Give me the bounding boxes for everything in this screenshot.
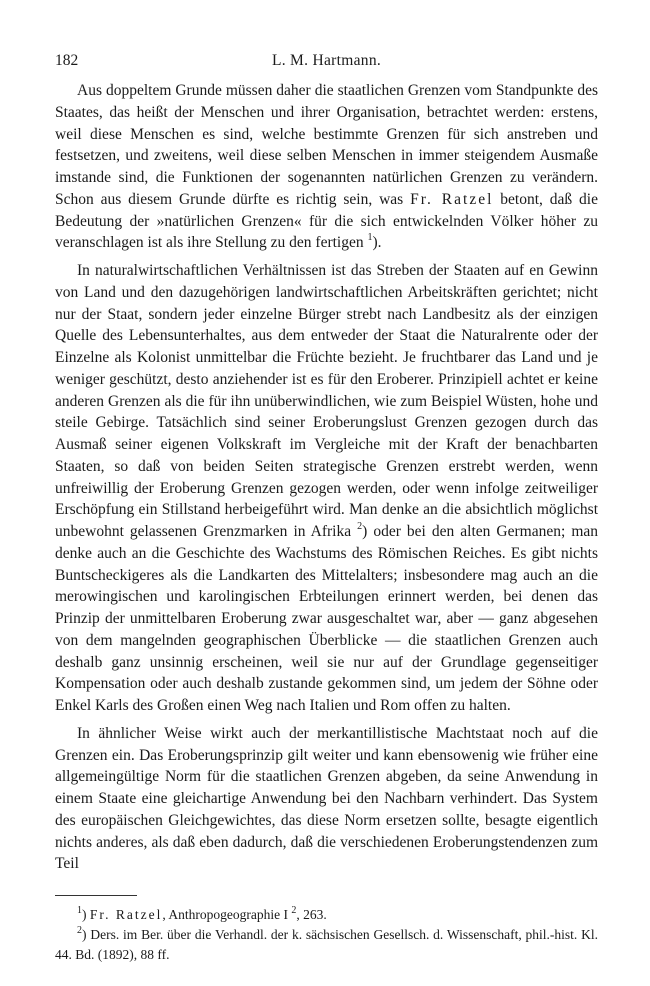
paragraph: [55, 723, 598, 875]
paragraph: [55, 260, 598, 717]
text-run: Fr. Ratzel: [89, 907, 163, 922]
page-number: 182: [55, 52, 79, 69]
text-run: Aus doppeltem Grunde müssen daher die staatlichen Grenzen vom Standpunkte des Staates, das heißt der Menschen und ihrer Organisation, betrachtet werden: erstens, weil diese Menschen es sind, welche bestimmte Grenzen für sich anstreben und festsetzen, und zweitens, weil diese selben Menschen in immer steigendem Ausmaße imstande sind, die Funktionen der sogenannten natürlichen Grenzen zu verändern. Schon aus diesem Grunde dürfte es richtig sein, was: [55, 82, 598, 208]
text-run: In naturalwirtschaftlichen Verhältnissen ist das Streben der Staaten auf en Gewinn von Land und den dazugehörigen landwirtschaftlichen Arbeitskräften gerichtet; nicht nur der Staat, sondern jeder einzelne Bürger strebt nach Landbesitz als der einzigen Quelle des Lebensunterhaltes, aus dem entweder der Staat die Naturalrente oder der Einzelne als Kolonist unmittelbar die Früchte bezieht. Je fruchtbarer das Land und je weniger geschützt, desto anziehender ist es für den Eroberer. Prinzipiell achtet er keine anderen Grenzen als die für ihn unüberwindlichen, wie zum Beispiel Wüsten, hohe und steile Gebirge. Tatsächlich sind seiner Eroberungslust Grenzen gezogen durch das Ausmaß seiner eigenen Volkskraft im Vergleiche mit der Kraft der benachbarten Staaten, so daß von beiden Seiten strategische Grenzen erstrebt werden, wenn unfreiwillig der Eroberung Grenzen gezogen werden, oder wenn infolge zeitweiliger Erschöpfung ein Stillstand herbeigeführt wird. Man denke an die absichtlich möglichst unbewohnt gelassenen Grenzmarken in Afrika: [55, 262, 598, 540]
body-text: [55, 80, 598, 875]
footnote-marker: 2: [357, 520, 363, 532]
text-run: , 263.: [296, 907, 327, 922]
text-run: ): [82, 907, 90, 922]
footnote-marker: 2: [77, 924, 82, 936]
footnote: [55, 925, 598, 965]
footnote-marker: 1: [367, 232, 373, 244]
footnotes: [55, 905, 598, 965]
text-run: ) Ders. im Ber. über die Verhandl. der k. sächsischen Gesellsch. d. Wissenschaft, phil.-hist. Kl. 44. Bd. (1892), 88 ff.: [55, 927, 598, 962]
footnote: [55, 905, 598, 925]
footnote-marker: 2: [291, 904, 297, 916]
paragraph: [55, 80, 598, 254]
text-run: In ähnlicher Weise wirkt auch der merkantillistische Machtstaat noch auf die Grenzen ein. Das Eroberungsprinzip gilt weiter und kann ebensowenig wie früher eine allgemeingültige Norm für die staatlichen Grenzen abgeben, da seine Anwendung in einem Staate eine gleichartige Anwendung bei den Nachbarn verhindert. Das System des europäischen Gleichgewichtes, das diese Norm ersetzen sollte, besagte eigentlich nichts anderes, als daß eben dadurch, daß die verschiedenen Eroberungstendenzen zum Teil: [55, 724, 598, 873]
page-header: [55, 52, 598, 76]
text-run: ).: [372, 234, 382, 252]
footnote-marker: 1: [77, 904, 82, 916]
text-run: ) oder bei den alten Germanen; man denke auch an die Geschichte des Wachstums des Römischen Reiches. Es gibt nichts Buntscheckigeres als die Landkarten des Mittelalters; insbesondere mag auch an die merowingischen und karolingischen Erbteilungen erinnert werden, bei denen das Prinzip der unmittelbaren Eroberung zwar ausgeschaltet war, aber — ganz abgesehen von dem mangelnden geographischen Überblicke — die staatlichen Grenzen auch deshalb ganz unsinnig erscheinen, weil sie nur auf der Grundlage gegenseitiger Kompensation oder auch deshalb zustande gekommen sind, um jedem der Söhne oder Enkel Karls des Großen einen Weg nach Italien und Rom offen zu halten.: [55, 523, 599, 714]
text-run: , Anthropogeographie I: [162, 907, 292, 922]
running-head: L. M. Hartmann.: [271, 52, 382, 69]
text-run: Fr. Ratzel: [410, 190, 494, 208]
text-run: betont, daß die Bedeutung der »natürlichen Grenzen« für die sich entwickelnden Völker höher zu veranschlagen ist als ihre Stellung zu den fertigen: [55, 190, 598, 252]
book-page: [55, 52, 598, 965]
footnote-separator: [55, 895, 137, 896]
